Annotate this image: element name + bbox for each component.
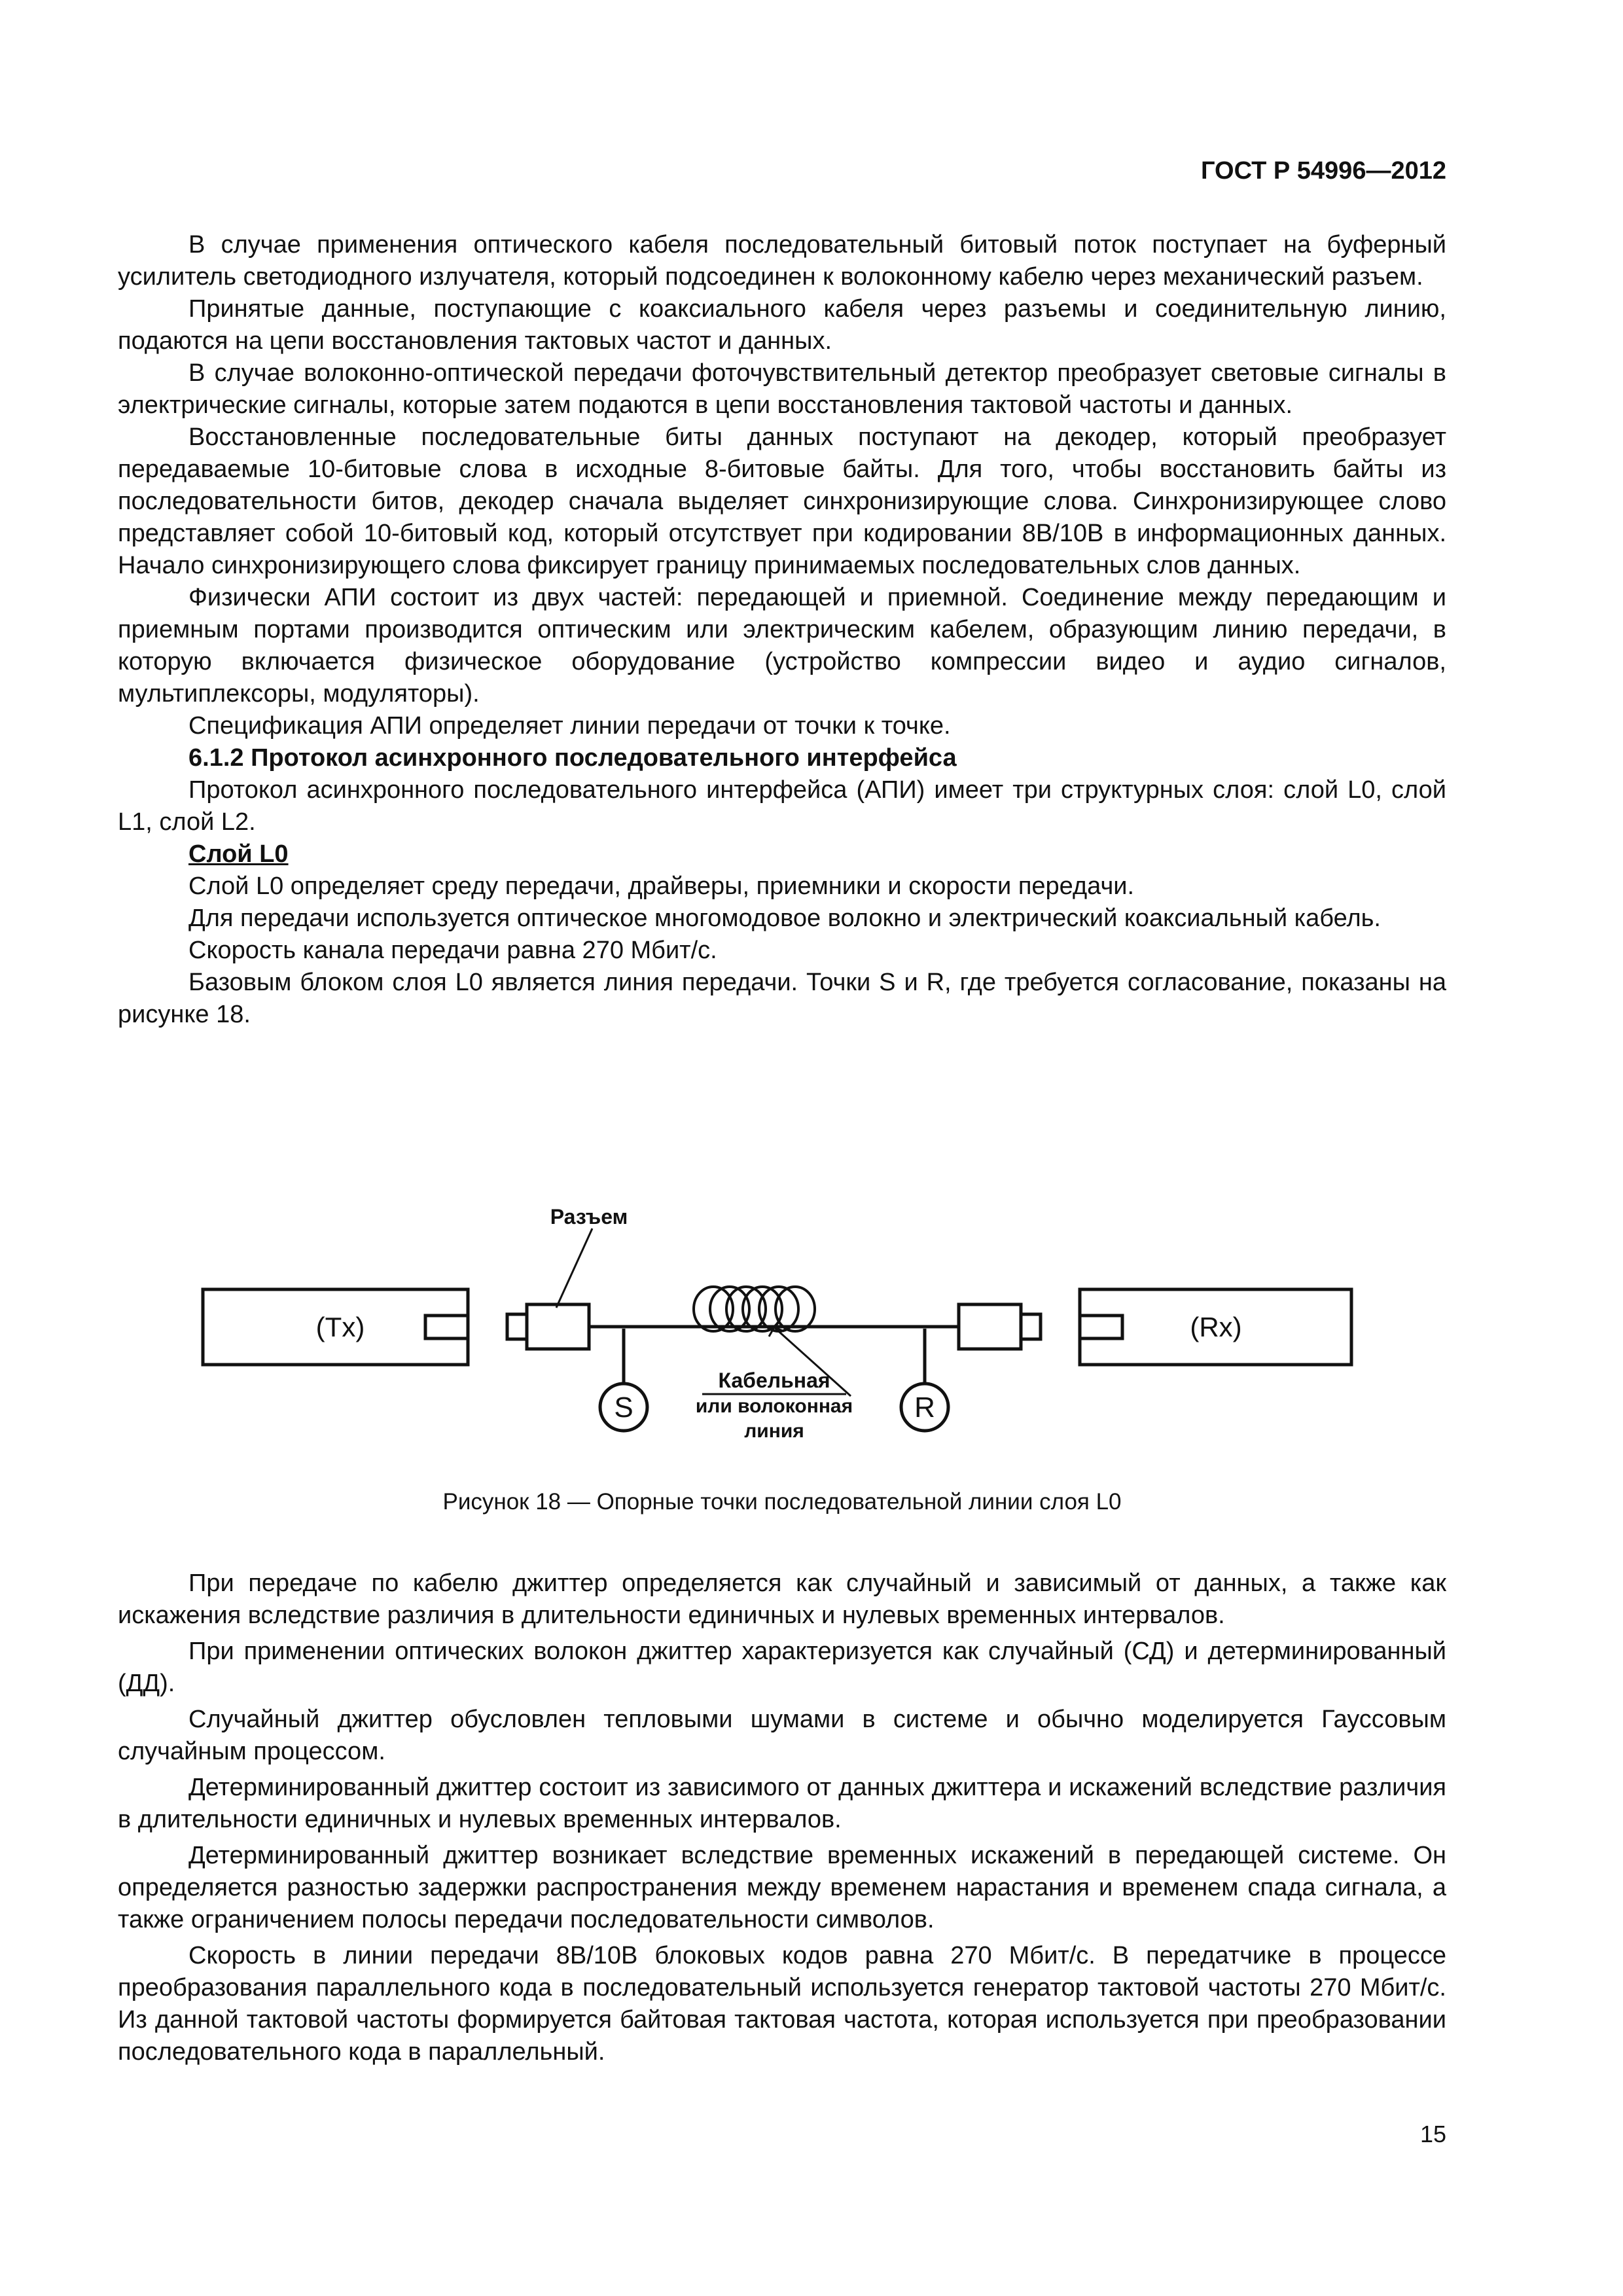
paragraph: Физически АПИ состоит из двух частей: передающей и приемной. Соединение между передающим и приемным портами производится оптическим или электрическим кабелем, образующим линию передачи, в которую включается физическое оборудование (устройство компрессии видео и аудио сигналов, мультиплексоры, модуляторы). bbox=[118, 584, 1446, 708]
paragraph: В случае применения оптического кабеля последовательный битовый поток поступает на буферный усилитель светодиодного излучателя, который подсоединен к волоконному кабелю через механический разъем. bbox=[118, 231, 1446, 291]
paragraph: Скорость канала передачи равна 270 Мбит/с. bbox=[188, 937, 717, 964]
cable-label-line3: линия bbox=[744, 1420, 804, 1442]
subheading-layer-l0: Слой L0 bbox=[188, 840, 289, 868]
right-plug-tip bbox=[1021, 1314, 1041, 1339]
cable-label-line2: или волоконная bbox=[695, 1395, 853, 1417]
paragraph: Скорость в линии передачи 8В/10В блоковых кодов равна 270 Мбит/с. В передатчике в процессе преобразования параллельного кода в последовательный используется генератор тактовой частоты 270 Мбит/с. Из данной тактовой частоты формируется байтовая тактовая частота, которая используется при преобразовании последовательного кода в параллельный. bbox=[118, 1942, 1446, 2066]
paragraph: Принятые данные, поступающие с коаксиального кабеля через разъемы и соединительную линию, подаются на цепи восстановления тактовых частот и данных. bbox=[118, 295, 1446, 355]
cable-coil bbox=[694, 1287, 815, 1331]
rx-socket bbox=[1080, 1316, 1122, 1338]
figure-caption: Рисунок 18 — Опорные точки последовательной линии слоя L0 bbox=[442, 1489, 1122, 1515]
paragraph: Спецификация АПИ определяет линии передачи от точки к точке. bbox=[188, 712, 951, 740]
body-text-bottom bbox=[118, 1568, 1446, 2072]
left-connector bbox=[527, 1304, 589, 1349]
paragraph: При применении оптических волокон джиттер характеризуется как случайный (СД) и детерминированный (ДД). bbox=[118, 1638, 1446, 1697]
point-s-label: S bbox=[614, 1391, 633, 1424]
paragraph: При передаче по кабелю джиттер определяется как случайный и зависимый от данных, а также как искажения вследствие различия в длительности единичных и нулевых временных интервалов. bbox=[118, 1570, 1446, 1629]
paragraph: Для передачи используется оптическое многомодовое волокно и электрический коаксиальный кабель. bbox=[188, 905, 1381, 932]
standard-code-header: ГОСТ Р 54996—2012 bbox=[1201, 157, 1446, 185]
paragraph: В случае волоконно-оптической передачи фоточувствительный детектор преобразует световые сигналы в электрические сигналы, которые затем подаются в цепи восстановления тактовой частоты и данных. bbox=[118, 359, 1446, 419]
tx-label: (Tx) bbox=[315, 1312, 365, 1342]
paragraph: Протокол асинхронного последовательного интерфейса (АПИ) имеет три структурных слоя: слой L0, слой L1, слой L2. bbox=[118, 776, 1446, 836]
figure-18-diagram bbox=[118, 1191, 1446, 1499]
cable-label-line1: Кабельная bbox=[718, 1369, 830, 1392]
paragraph: Слой L0 определяет среду передачи, драйверы, приемники и скорости передачи. bbox=[188, 872, 1135, 900]
point-r-label: R bbox=[914, 1391, 935, 1424]
body-text-top bbox=[118, 229, 1446, 1031]
line-diagram bbox=[118, 1191, 1446, 1499]
rx-label: (Rx) bbox=[1190, 1312, 1242, 1342]
paragraph: Случайный джиттер обусловлен тепловыми шумами в системе и обычно моделируется Гауссовым случайным процессом. bbox=[118, 1706, 1446, 1765]
paragraph: Базовым блоком слоя L0 является линия передачи. Точки S и R, где требуется согласование, показаны на рисунке 18. bbox=[118, 969, 1446, 1028]
section-heading: 6.1.2 Протокол асинхронного последовательного интерфейса bbox=[188, 744, 957, 772]
left-plug-tip bbox=[507, 1314, 527, 1339]
page-number: 15 bbox=[1419, 2121, 1446, 2147]
paragraph: Восстановленные последовательные биты данных поступают на декодер, который преобразует передаваемые 10-битовые слова в исходные 8-битовые байты. Для того, чтобы восстановить байты из последовательности битов, декодер сначала выделяет синхронизирующие слова. Синхронизирующее слово представляет собой 10-битовый код, который отсутствует при кодировании 8В/10В в информационных данных. Начало синхронизирующего слова фиксирует границу принимаемых последовательных слов данных. bbox=[118, 423, 1446, 579]
paragraph: Детерминированный джиттер состоит из зависимого от данных джиттера и искажений вследствие различия в длительности единичных и нулевых временных интервалов. bbox=[118, 1774, 1446, 1833]
connector-leader bbox=[556, 1229, 592, 1308]
right-connector bbox=[959, 1304, 1021, 1349]
tx-socket bbox=[425, 1316, 468, 1338]
connector-label: Разъем bbox=[550, 1205, 628, 1229]
paragraph: Детерминированный джиттер возникает вследствие временных искажений в передающей системе. Он определяется разностью задержки распространения между временем нарастания и временем спада сигнала, а также ограничением полосы передачи последовательности символов. bbox=[118, 1842, 1446, 1933]
